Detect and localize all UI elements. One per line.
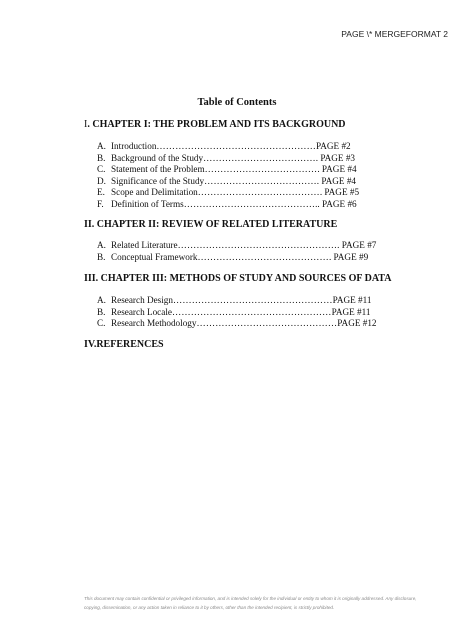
entry-letter: F. — [97, 198, 104, 209]
entry-text: Research Design — [111, 295, 173, 305]
entry-page: PAGE #12 — [337, 318, 377, 329]
toc-entry[interactable] — [97, 153, 359, 165]
chapter-4-heading: IV.REFERENCES — [84, 339, 164, 350]
entry-leader: …………………………………… — [183, 198, 316, 209]
entry-page: . PAGE #3 — [315, 152, 356, 163]
footer-line-1: This document may contain confidential or privileged information, and is intended solely for the individual or entity to whom it is originally addressed. Any disclosure, — [84, 596, 417, 601]
entry-text: Statement of the Problem — [111, 164, 205, 175]
entry-page: . PAGE #5 — [319, 187, 360, 198]
chapter-1-title: . CHAPTER I: THE PROBLEM AND ITS BACKGROUND — [87, 119, 346, 130]
toc-entry[interactable] — [97, 141, 359, 153]
footer-line-2: copying, dissemination, or any action taken in reliance to it by others, other than the intended recipient, is strictly prohibited. — [84, 605, 335, 610]
entry-letter: D. — [97, 175, 106, 186]
entry-letter: A. — [97, 295, 106, 305]
entry-letter: A. — [97, 141, 106, 151]
entry-page: .. PAGE #6 — [315, 198, 357, 209]
entry-letter: E. — [97, 187, 105, 198]
entry-leader: ………………………………… — [197, 187, 320, 198]
toc-title: Table of Contents — [197, 97, 277, 108]
chapter-3-entries — [97, 295, 377, 330]
entry-page: PAGE #2 — [316, 141, 351, 151]
entry-text: Significance of the Study — [111, 175, 205, 186]
entry-page: PAGE #11 — [332, 295, 372, 305]
toc-entry[interactable] — [97, 252, 376, 264]
toc-entry[interactable] — [97, 295, 377, 307]
entry-page: . PAGE #4 — [316, 175, 357, 186]
entry-letter: B. — [97, 251, 106, 262]
entry-text: Definition of Terms — [111, 198, 184, 209]
entry-text: Scope and Delimitation — [111, 187, 198, 198]
toc-entry[interactable] — [97, 164, 359, 176]
entry-leader: …………………………………………… — [171, 306, 332, 317]
entry-leader: …………………………………………… — [156, 141, 317, 151]
entry-leader: …………………………………………… — [173, 295, 333, 305]
toc-entry[interactable] — [97, 307, 377, 319]
entry-letter: B. — [97, 152, 106, 163]
entry-page: . PAGE #4 — [317, 164, 357, 175]
entry-leader: ……………………………… — [204, 175, 317, 186]
entry-page: . PAGE #9 — [328, 251, 369, 262]
chapter-2-entries — [97, 240, 376, 263]
entry-leader: ……………………………… — [204, 164, 318, 175]
entry-letter: B. — [97, 306, 106, 317]
entry-leader: …………………………………… — [197, 251, 329, 262]
toc-entry[interactable] — [97, 240, 376, 252]
chapter-1-prefix: I — [84, 119, 88, 130]
entry-leader: …………………………………………… — [177, 240, 338, 250]
entry-leader: ……………………………… — [203, 152, 316, 163]
entry-text: Conceptual Framework — [111, 251, 198, 262]
entry-text: Background of the Study — [111, 152, 204, 163]
toc-entry[interactable] — [97, 199, 359, 211]
toc-entry[interactable] — [97, 176, 359, 188]
chapter-2-heading: II. CHAPTER II: REVIEW OF RELATED LITERATURE — [84, 219, 338, 230]
entry-text: Related Literature — [111, 240, 178, 250]
chapter-3-heading: III. CHAPTER III: METHODS OF STUDY AND SOURCES OF DATA — [84, 273, 392, 284]
toc-entry[interactable] — [97, 318, 377, 330]
entry-text: Research Locale — [111, 306, 172, 317]
entry-leader: ……………………………………… — [196, 318, 338, 329]
entry-page: PAGE #11 — [331, 306, 371, 317]
entry-letter: C. — [97, 318, 106, 329]
entry-text: Research Methodology — [111, 318, 197, 329]
confidentiality-footer — [84, 594, 424, 612]
entry-page: . PAGE #7 — [337, 240, 377, 250]
entry-letter: A. — [97, 240, 106, 250]
toc-entry[interactable] — [97, 187, 359, 199]
chapter-1-entries — [97, 141, 359, 211]
entry-text: Introduction — [111, 141, 157, 151]
entry-letter: C. — [97, 164, 106, 175]
chapter-1-heading — [84, 119, 346, 130]
page-header-field: PAGE \* MERGEFORMAT 2 — [341, 29, 448, 39]
